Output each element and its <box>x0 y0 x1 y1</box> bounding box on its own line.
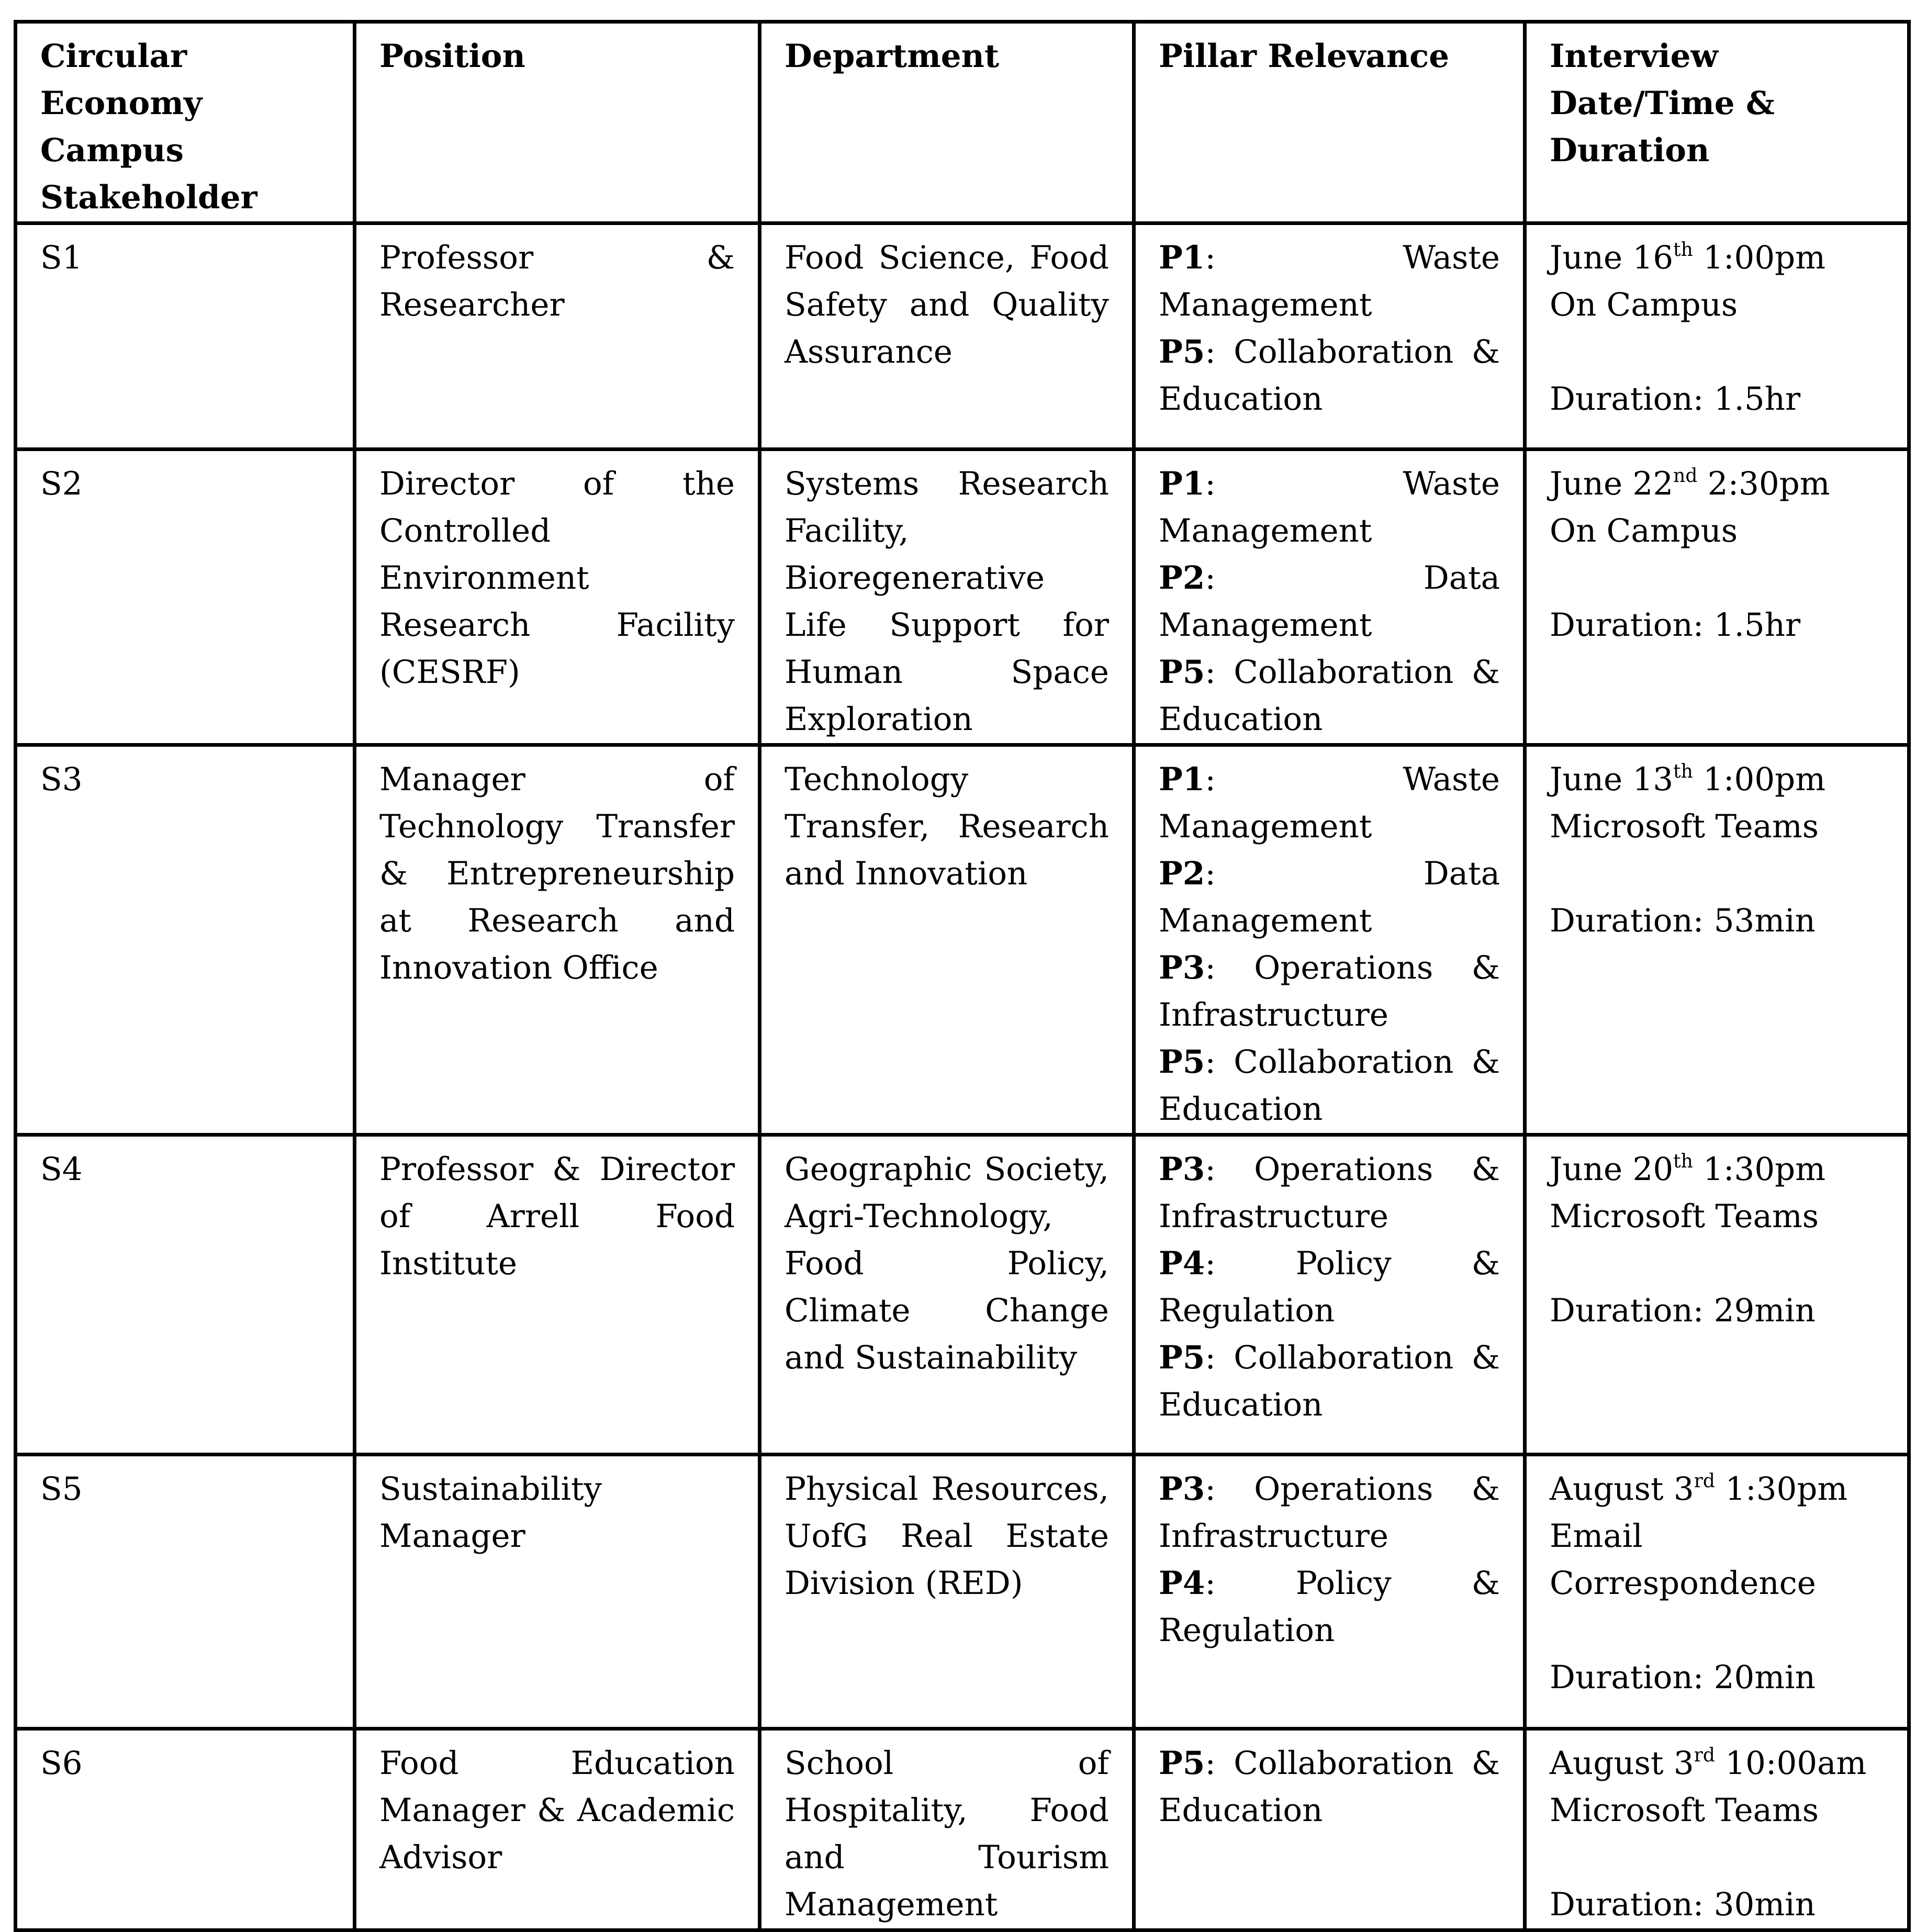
interview-location: Microsoft Teams <box>1550 808 1819 845</box>
stakeholder-cell: S2 <box>16 450 355 745</box>
pillar-cell <box>1134 1135 1525 1455</box>
pillar-label: : Data Management <box>1159 855 1500 939</box>
pillar-key: P5 <box>1159 1745 1205 1782</box>
pillar-label: : Policy & Regulation <box>1159 1565 1500 1649</box>
department-cell: Technology Transfer, Research and Innovation <box>760 745 1134 1135</box>
pillar-key: P3 <box>1159 1151 1205 1188</box>
pillar-label: : Collaboration & Education <box>1159 1339 1500 1423</box>
blank-line <box>1550 1834 1884 1881</box>
pillar-label: : Policy & Regulation <box>1159 1245 1500 1329</box>
position-cell: Manager of Technology Transfer & Entrepreneurship at Research and Innovation Office <box>355 745 760 1135</box>
blank-line <box>1550 555 1884 602</box>
pillar-label: : Collaboration & Education <box>1159 654 1500 738</box>
pillar-key: P1 <box>1159 465 1205 502</box>
interview-cell <box>1525 1135 1909 1455</box>
interview-location: On Campus <box>1550 512 1738 549</box>
stakeholder-cell: S4 <box>16 1135 355 1455</box>
blank-line <box>1550 329 1884 376</box>
interview-time: 1:30pm <box>1693 1151 1826 1188</box>
header-department: Department <box>760 22 1134 223</box>
pillar-item <box>1159 756 1500 850</box>
interview-location: Microsoft Teams <box>1550 1792 1819 1829</box>
pillar-cell <box>1134 223 1525 450</box>
interview-duration: Duration: 53min <box>1550 902 1816 939</box>
department-cell: Systems Research Facility, Bioregenerative Life Support for Human Space Exploration <box>760 450 1134 745</box>
pillar-label: : Waste Management <box>1159 761 1500 845</box>
department-cell: Physical Resources, UofG Real Estate Division (RED) <box>760 1455 1134 1729</box>
pillar-item <box>1159 945 1500 1039</box>
date-suffix: th <box>1673 1151 1693 1172</box>
interview-time: 1:00pm <box>1693 239 1826 276</box>
pillar-key: P5 <box>1159 1043 1205 1081</box>
pillar-key: P4 <box>1159 1565 1205 1602</box>
pillar-item <box>1159 1146 1500 1240</box>
position-cell: Professor & Director of Arrell Food Institute <box>355 1135 760 1455</box>
table-row <box>16 450 1909 745</box>
pillar-item <box>1159 234 1500 329</box>
pillar-label: : Operations & Infrastructure <box>1159 1151 1500 1235</box>
position-cell: Director of the Controlled Environment Research Facility (CESRF) <box>355 450 760 745</box>
stakeholder-cell: S3 <box>16 745 355 1135</box>
pillar-item <box>1159 1560 1500 1654</box>
department-cell: Geographic Society, Agri-Technology, Food Policy, Climate Change and Sustainability <box>760 1135 1134 1455</box>
department-cell: School of Hospitality, Food and Tourism Management <box>760 1729 1134 1930</box>
interview-location: On Campus <box>1550 286 1738 323</box>
pillar-label: : Data Management <box>1159 559 1500 644</box>
interview-duration: Duration: 1.5hr <box>1550 380 1801 418</box>
position-cell: Professor & Researcher <box>355 223 760 450</box>
pillar-key: P5 <box>1159 1339 1205 1376</box>
table-row <box>16 1729 1909 1930</box>
interview-time: 1:00pm <box>1693 761 1826 798</box>
pillar-key: P1 <box>1159 761 1205 798</box>
date-suffix: nd <box>1673 465 1698 487</box>
interview-cell <box>1525 450 1909 745</box>
pillar-item <box>1159 649 1500 743</box>
pillar-item <box>1159 555 1500 649</box>
interview-duration: Duration: 1.5hr <box>1550 606 1801 644</box>
stakeholder-cell: S5 <box>16 1455 355 1729</box>
pillar-item <box>1159 850 1500 945</box>
table-row <box>16 745 1909 1135</box>
stakeholder-cell: S6 <box>16 1729 355 1930</box>
interview-time: 1:30pm <box>1715 1470 1848 1508</box>
interview-datetime <box>1550 1466 1884 1513</box>
pillar-cell <box>1134 745 1525 1135</box>
interview-datetime <box>1550 460 1884 508</box>
pillar-label: : Operations & Infrastructure <box>1159 949 1500 1034</box>
interview-time: 10:00am <box>1715 1745 1867 1782</box>
header-position: Position <box>355 22 760 223</box>
pillar-item <box>1159 1740 1500 1834</box>
interview-date: August 3 <box>1550 1470 1694 1508</box>
interview-duration: Duration: 30min <box>1550 1886 1816 1923</box>
pillar-label: : Collaboration & Education <box>1159 1745 1500 1829</box>
interview-date: August 3 <box>1550 1745 1694 1782</box>
position-cell: Sustainability Manager <box>355 1455 760 1729</box>
header-stakeholder: Circular Economy Campus Stakeholder <box>16 22 355 223</box>
pillar-item <box>1159 1466 1500 1560</box>
pillar-key: P3 <box>1159 949 1205 986</box>
date-suffix: rd <box>1694 1470 1715 1492</box>
table-row <box>16 1455 1909 1729</box>
blank-line <box>1550 1607 1884 1654</box>
position-cell: Food Education Manager & Academic Advisor <box>355 1729 760 1930</box>
pillar-key: P3 <box>1159 1470 1205 1508</box>
interview-location: Microsoft Teams <box>1550 1198 1819 1235</box>
interview-datetime <box>1550 1146 1884 1193</box>
interview-duration: Duration: 29min <box>1550 1292 1816 1329</box>
pillar-item <box>1159 460 1500 555</box>
pillar-key: P1 <box>1159 239 1205 276</box>
pillar-key: P2 <box>1159 559 1205 597</box>
pillar-label: : Operations & Infrastructure <box>1159 1470 1500 1555</box>
table-row <box>16 1135 1909 1455</box>
interview-date: June 13 <box>1550 761 1674 798</box>
date-suffix: rd <box>1694 1745 1715 1766</box>
interview-date: June 20 <box>1550 1151 1674 1188</box>
pillar-label: : Collaboration & Education <box>1159 333 1500 418</box>
pillar-key: P5 <box>1159 333 1205 370</box>
date-suffix: th <box>1673 239 1693 261</box>
interview-date: June 22 <box>1550 465 1674 502</box>
pillar-key: P2 <box>1159 855 1205 892</box>
interview-date: June 16 <box>1550 239 1674 276</box>
department-cell: Food Science, Food Safety and Quality Assurance <box>760 223 1134 450</box>
pillar-key: P5 <box>1159 654 1205 691</box>
pillar-label: : Waste Management <box>1159 239 1500 323</box>
stakeholder-cell: S1 <box>16 223 355 450</box>
interview-cell <box>1525 223 1909 450</box>
interview-location: Email Correspondence <box>1550 1518 1816 1602</box>
stakeholder-table <box>14 20 1911 1932</box>
pillar-item <box>1159 1039 1500 1133</box>
interview-cell <box>1525 1455 1909 1729</box>
header-pillar-relevance: Pillar Relevance <box>1134 22 1525 223</box>
interview-duration: Duration: 20min <box>1550 1659 1816 1696</box>
interview-cell <box>1525 1729 1909 1930</box>
pillar-item <box>1159 329 1500 423</box>
interview-datetime <box>1550 756 1884 803</box>
pillar-label: : Collaboration & Education <box>1159 1043 1500 1128</box>
pillar-cell <box>1134 1729 1525 1930</box>
date-suffix: th <box>1673 761 1693 782</box>
header-row <box>16 22 1909 223</box>
header-interview: Interview Date/Time & Duration <box>1525 22 1909 223</box>
blank-line <box>1550 1240 1884 1287</box>
interview-datetime <box>1550 234 1884 282</box>
interview-cell <box>1525 745 1909 1135</box>
pillar-item <box>1159 1240 1500 1334</box>
pillar-key: P4 <box>1159 1245 1205 1282</box>
interview-time: 2:30pm <box>1697 465 1830 502</box>
table-row <box>16 223 1909 450</box>
blank-line <box>1550 850 1884 897</box>
pillar-cell <box>1134 1455 1525 1729</box>
pillar-cell <box>1134 450 1525 745</box>
pillar-label: : Waste Management <box>1159 465 1500 549</box>
interview-datetime <box>1550 1740 1884 1787</box>
pillar-item <box>1159 1334 1500 1429</box>
